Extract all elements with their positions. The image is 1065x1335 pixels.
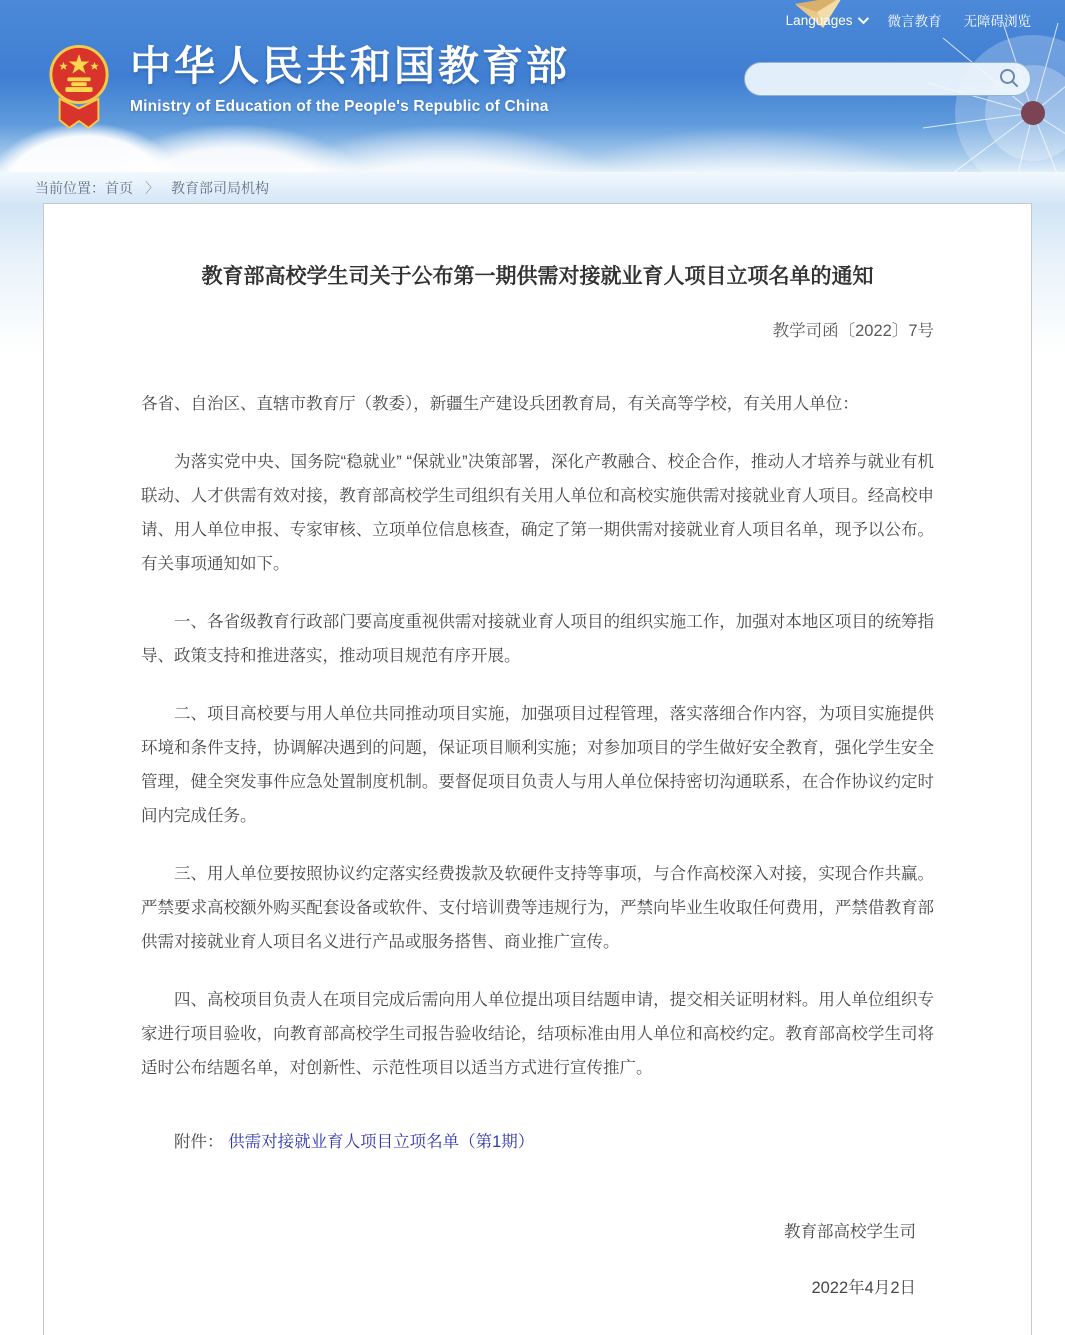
site-banner [0,0,1065,172]
breadcrumb-current-link[interactable]: 教育部司局机构 [171,179,269,196]
notice-document [43,203,1032,1335]
site-subtitle: Ministry of Education of the People's Republic of China [130,98,549,116]
document-date: 2022年4月2日 [811,1279,916,1298]
search-button[interactable] [998,67,1020,92]
chevron-down-icon [857,13,868,24]
attachment-link[interactable]: 供需对接就业育人项目立项名单（第1期） [228,1133,535,1152]
addressee-line: 各省、自治区、直辖市教育厅（教委），新疆生产建设兵团教育局，有关高等学校，有关用人单位： [141,395,859,414]
languages-menu[interactable] [786,13,866,28]
document-number: 教学司函〔2022〕7号 [772,322,934,341]
site-title-block [130,44,570,116]
national-emblem-icon [48,44,110,141]
site-title: 中华人民共和国教育部 [130,43,570,89]
attachment-label: 附件： [174,1133,224,1152]
paragraph-intro: 为落实党中央、国务院“稳就业” “保就业”决策部署，深化产教融合、校企合作，推动人才培养与就业有机联动、人才供需有效对接，教育部高校学生司组织有关用人单位和高校实施供需对接就业育人项目。经高校申请、用人单位申报、专家审核、立项单位信息核查，确定了第一期供需对接就业育人项目名单，现予以公布。有关事项通知如下。 [141,453,934,574]
attachment-line [141,1125,934,1159]
weiyan-education-link[interactable]: 微言教育 [887,14,942,29]
signer: 教育部高校学生司 [784,1223,916,1242]
notice-body [141,387,934,1305]
languages-label: Languages [785,12,853,28]
utility-links [786,10,1031,30]
breadcrumb [0,172,1065,203]
paragraph-item-3: 三、用人单位要按照协议约定落实经费拨款及软硬件支持等事项，与合作高校深入对接，实现合作共赢。严禁要求高校额外购买配套设备或软件、支付培训费等违规行为，严禁向毕业生收取任何费用，严禁借教育部供需对接就业育人项目名义进行产品或服务搭售、商业推广宣传。 [141,865,934,952]
accessibility-link[interactable]: 无障碍浏览 [963,14,1031,29]
notice-title: 教育部高校学生司关于公布第一期供需对接就业育人项目立项名单的通知 [201,265,874,288]
site-logo[interactable] [48,44,570,141]
breadcrumb-location-label: 当前位置： [35,179,105,196]
breadcrumb-separator: 〉 [145,179,159,196]
breadcrumb-home-link[interactable]: 首页 [105,179,133,196]
search-icon [998,67,1020,92]
paragraph-item-2: 二、项目高校要与用人单位共同推动项目实施，加强项目过程管理，落实落细合作内容，为项目实施提供环境和条件支持，协调解决遇到的问题，保证项目顺利实施；对参加项目的学生做好安全教育，强化学生安全管理，健全突发事件应急处置制度机制。要督促项目负责人与用人单位保持密切沟通联系，在合作协议约定时间内完成任务。 [141,705,934,826]
search-box [744,62,1031,96]
page-background [0,203,1065,1335]
search-input[interactable] [761,71,998,87]
paragraph-item-4: 四、高校项目负责人在项目完成后需向用人单位提出项目结题申请，提交相关证明材料。用人单位组织专家进行项目验收，向教育部高校学生司报告验收结论，结项标准由用人单位和高校约定。教育部高校学生司将适时公布结题名单，对创新性、示范性项目以适当方式进行宣传推广。 [141,991,934,1078]
paragraph-item-1: 一、各省级教育行政部门要高度重视供需对接就业育人项目的组织实施工作，加强对本地区项目的统筹指导、政策支持和推进落实，推动项目规范有序开展。 [141,613,934,666]
